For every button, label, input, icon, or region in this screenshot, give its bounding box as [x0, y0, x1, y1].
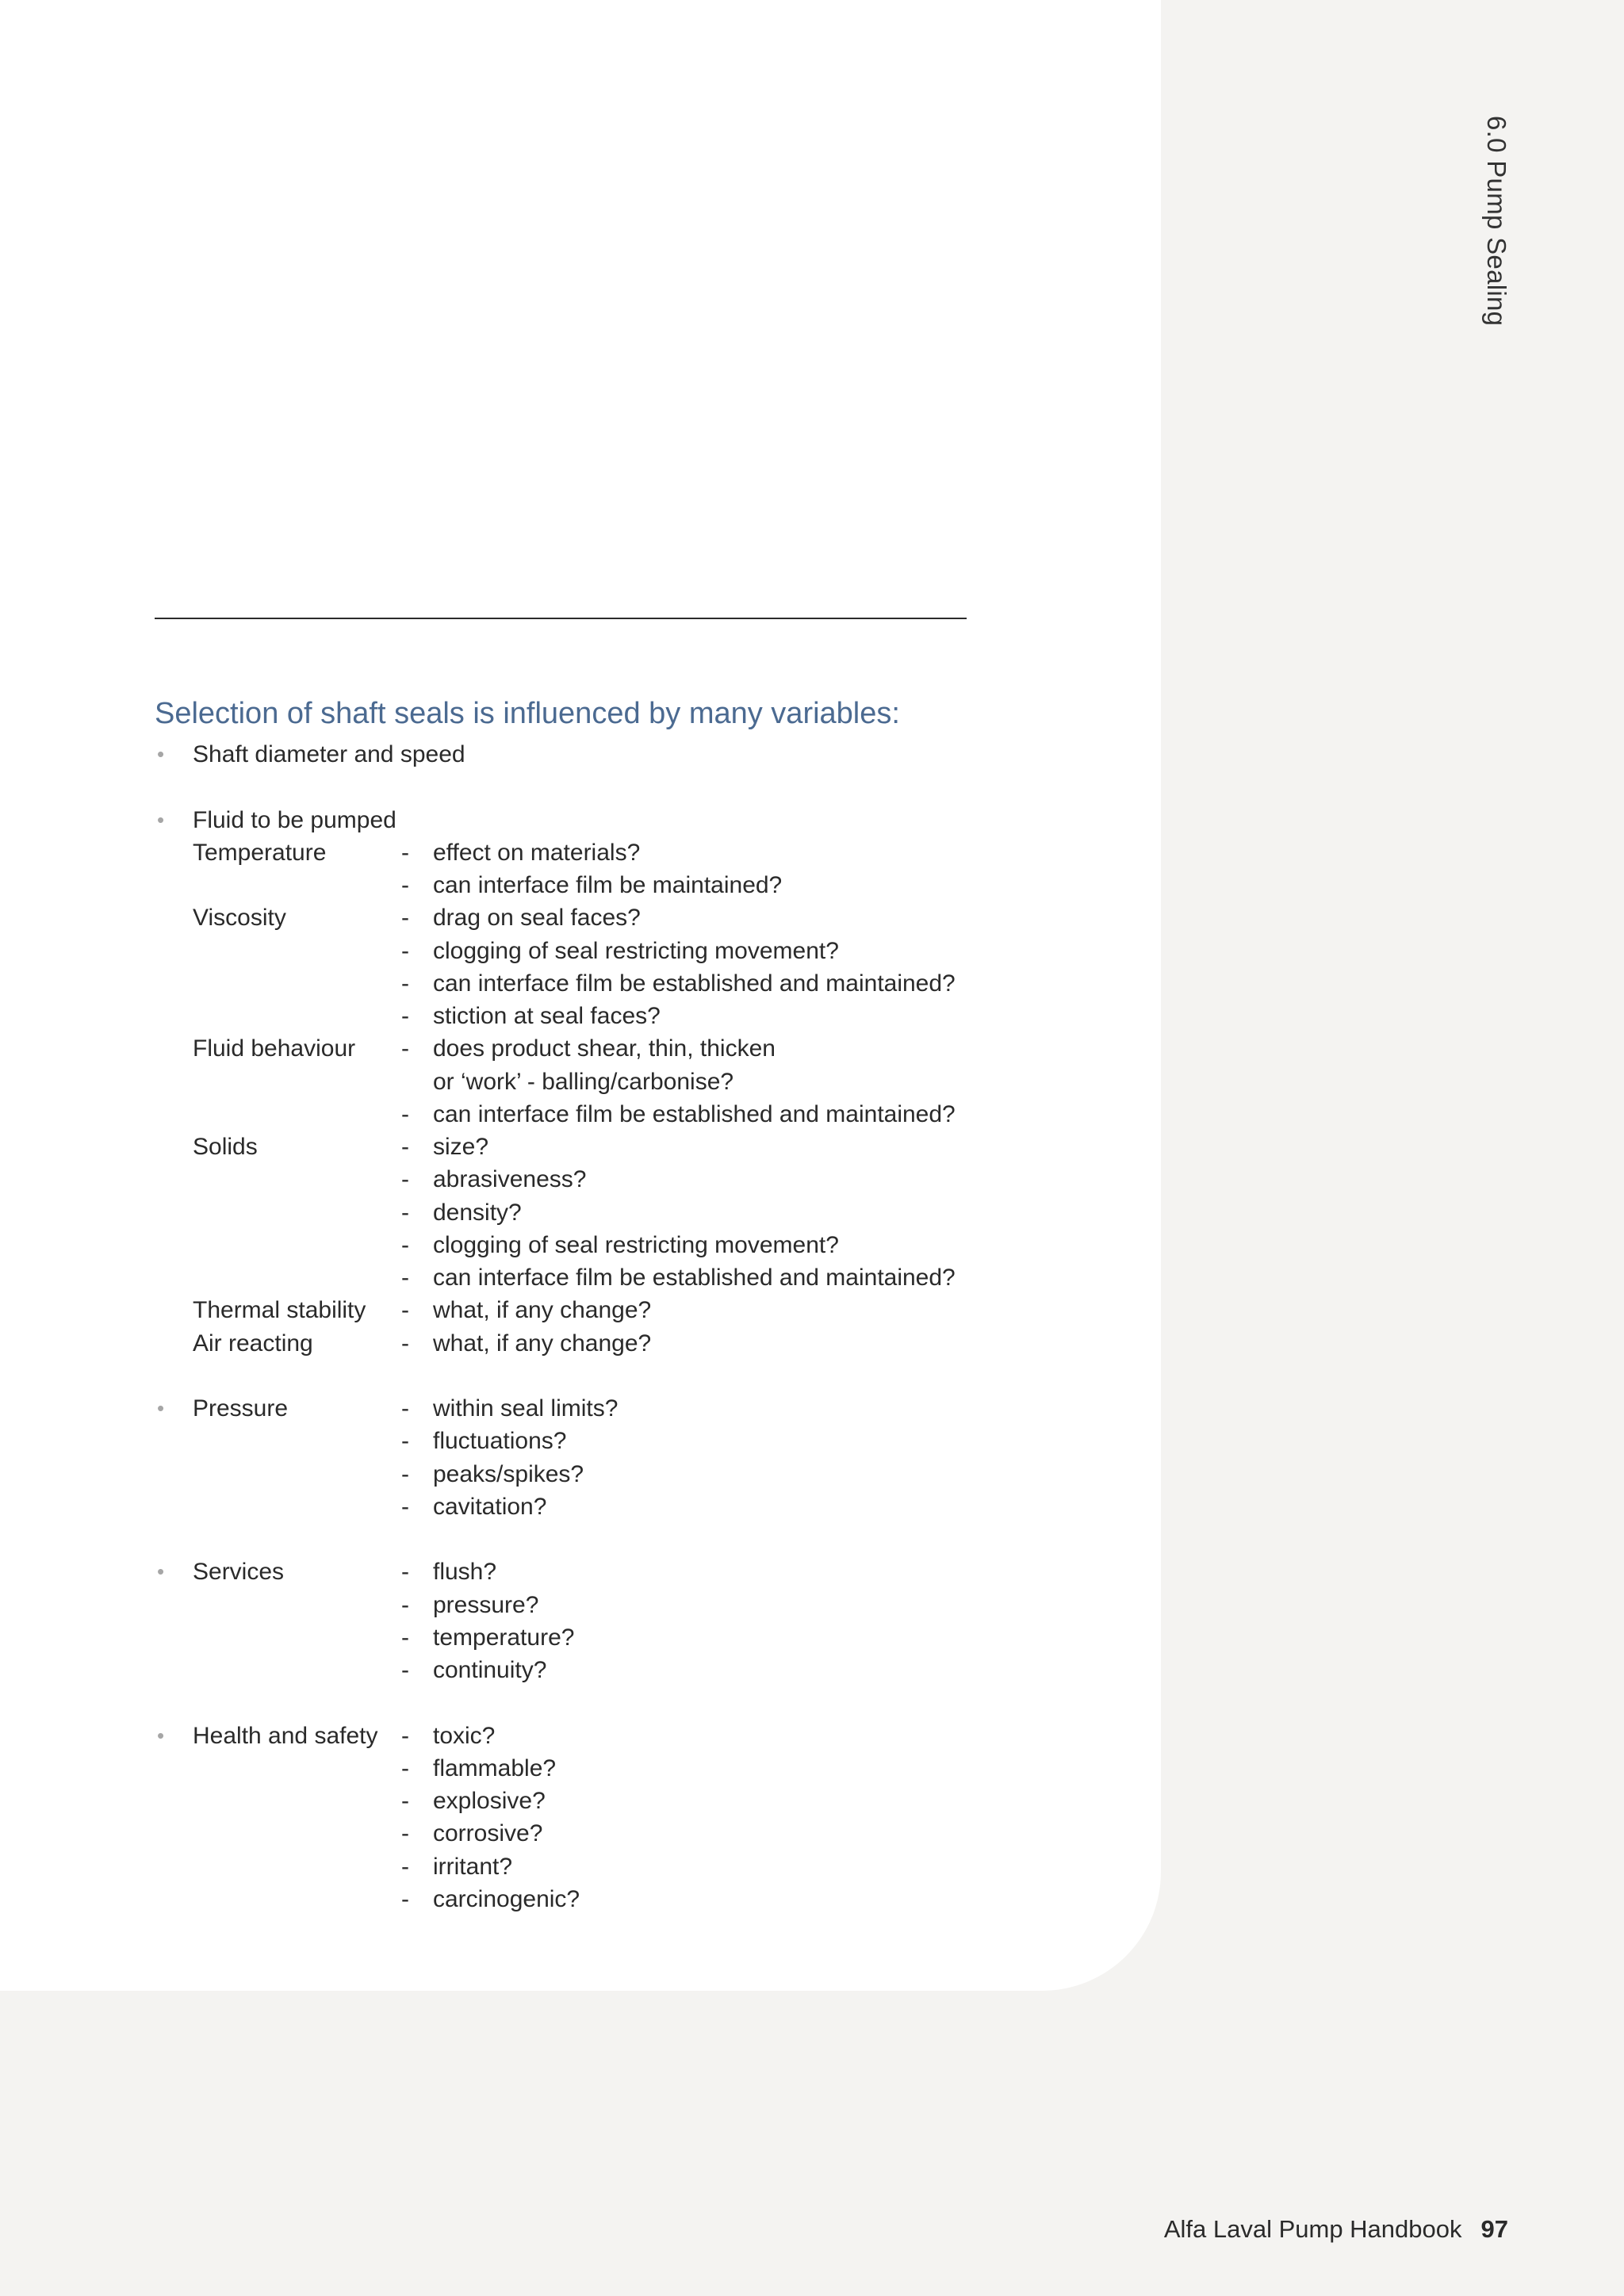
dash-separator: -: [401, 1265, 409, 1291]
page-number: 97: [1480, 2215, 1508, 2243]
list-item: [155, 1556, 1027, 1588]
consideration-text: density?: [433, 1199, 522, 1226]
dash-separator: -: [401, 1755, 409, 1781]
consideration-text: flush?: [433, 1559, 497, 1586]
variable-label: Services: [193, 1559, 285, 1586]
consideration-text: temperature?: [433, 1624, 575, 1651]
consideration-text: can interface film be established and maintained?: [433, 970, 956, 997]
consideration-text: clogging of seal restricting movement?: [433, 1231, 839, 1258]
variable-label: Pressure: [193, 1395, 289, 1422]
consideration-text: flammable?: [433, 1755, 557, 1781]
dash-separator: -: [401, 1591, 409, 1618]
variable-label: Fluid behaviour: [193, 1035, 356, 1062]
list-subitem: [155, 1098, 1027, 1131]
dash-separator: -: [401, 1035, 409, 1062]
list-subitem: [155, 1425, 1027, 1457]
variable-label: Health and safety: [193, 1722, 378, 1749]
consideration-text: cavitation?: [433, 1493, 547, 1520]
consideration-text: can interface film be maintained?: [433, 872, 783, 898]
list-subitem: [155, 935, 1027, 967]
consideration-text: does product shear, thin, thicken: [433, 1035, 776, 1062]
section-heading: Selection of shaft seals is influenced by many variables:: [155, 697, 900, 730]
variable-label: Viscosity: [193, 905, 286, 932]
consideration-text: stiction at seal faces?: [433, 1003, 661, 1029]
list-subitem: [155, 1163, 1027, 1196]
list-subitem: [155, 1261, 1027, 1294]
section-tab-label: 6.0 Pump Sealing: [1482, 116, 1511, 327]
list-subitem: [155, 869, 1027, 901]
list-subitem: [155, 1817, 1027, 1850]
dash-separator: -: [401, 1788, 409, 1814]
variables-list: [155, 738, 1027, 1915]
bullet-icon: •: [157, 1723, 165, 1747]
dash-separator: -: [401, 1657, 409, 1683]
list-subitem: [155, 1294, 1027, 1326]
consideration-text: peaks/spikes?: [433, 1460, 584, 1487]
list-item: [155, 738, 1027, 771]
list-subitem: [155, 1589, 1027, 1621]
list-item: [155, 804, 1027, 836]
group-spacer: [155, 771, 1027, 803]
bullet-icon: •: [157, 1559, 165, 1584]
dash-separator: -: [401, 1428, 409, 1455]
dash-separator: -: [401, 970, 409, 997]
consideration-text: carcinogenic?: [433, 1885, 580, 1912]
dash-separator: -: [401, 905, 409, 932]
list-subitem: [155, 1229, 1027, 1261]
dash-separator: -: [401, 1624, 409, 1651]
consideration-text: pressure?: [433, 1591, 539, 1618]
bullet-icon: •: [157, 742, 165, 766]
horizontal-rule: [155, 618, 967, 619]
list-subitem: [155, 1490, 1027, 1523]
variable-label: Air reacting: [193, 1330, 313, 1357]
consideration-text: abrasiveness?: [433, 1166, 587, 1193]
consideration-text: clogging of seal restricting movement?: [433, 937, 839, 964]
dash-separator: -: [401, 1559, 409, 1586]
list-subitem: [155, 1066, 1027, 1098]
list-subitem: [155, 1850, 1027, 1883]
dash-separator: -: [401, 1003, 409, 1029]
dash-separator: -: [401, 1853, 409, 1880]
dash-separator: -: [401, 1885, 409, 1912]
consideration-text: within seal limits?: [433, 1395, 619, 1422]
consideration-text: corrosive?: [433, 1820, 543, 1847]
dash-separator: -: [401, 1820, 409, 1847]
consideration-text: continuity?: [433, 1657, 547, 1683]
consideration-text: or ‘work’ - balling/carbonise?: [433, 1068, 734, 1095]
list-subitem: [155, 1883, 1027, 1915]
consideration-text: toxic?: [433, 1722, 496, 1749]
consideration-text: can interface film be established and maintained?: [433, 1100, 956, 1127]
variable-label: Temperature: [193, 839, 327, 866]
consideration-text: fluctuations?: [433, 1428, 567, 1455]
consideration-text: explosive?: [433, 1788, 546, 1814]
list-subitem: [155, 1458, 1027, 1490]
dash-separator: -: [401, 1493, 409, 1520]
list-subitem: [155, 967, 1027, 1000]
dash-separator: -: [401, 839, 409, 866]
list-subitem: [155, 1000, 1027, 1032]
list-subitem: [155, 1327, 1027, 1360]
consideration-text: what, if any change?: [433, 1297, 652, 1324]
dash-separator: -: [401, 937, 409, 964]
list-subitem: [155, 1654, 1027, 1686]
dash-separator: -: [401, 1231, 409, 1258]
dash-separator: -: [401, 1199, 409, 1226]
dash-separator: -: [401, 1460, 409, 1487]
dash-separator: -: [401, 1395, 409, 1422]
consideration-text: irritant?: [433, 1853, 513, 1880]
group-spacer: [155, 1686, 1027, 1719]
consideration-text: drag on seal faces?: [433, 905, 641, 932]
list-subitem: [155, 1196, 1027, 1229]
list-subitem: [155, 1752, 1027, 1785]
dash-separator: -: [401, 1100, 409, 1127]
footer-title: Alfa Laval Pump Handbook: [1163, 2215, 1462, 2243]
dash-separator: -: [401, 1297, 409, 1324]
dash-separator: -: [401, 1134, 409, 1160]
dash-separator: -: [401, 1330, 409, 1357]
bullet-icon: •: [157, 1396, 165, 1420]
variable-label: Thermal stability: [193, 1297, 366, 1324]
consideration-text: size?: [433, 1134, 489, 1160]
consideration-text: can interface film be established and maintained?: [433, 1265, 956, 1291]
list-subitem: [155, 1785, 1027, 1817]
group-spacer: [155, 1523, 1027, 1556]
dash-separator: -: [401, 872, 409, 898]
dash-separator: -: [401, 1166, 409, 1193]
list-subitem: [155, 1032, 1027, 1065]
page-footer: [1164, 2215, 1508, 2244]
list-subitem: [155, 1621, 1027, 1654]
bullet-icon: •: [157, 807, 165, 832]
consideration-text: what, if any change?: [433, 1330, 652, 1357]
dash-separator: -: [401, 1722, 409, 1749]
list-subitem: [155, 836, 1027, 869]
list-subitem: [155, 1131, 1027, 1163]
variable-label: Solids: [193, 1134, 258, 1160]
variable-label: Fluid to be pumped: [193, 806, 396, 833]
list-item: [155, 1720, 1027, 1752]
variable-label: Shaft diameter and speed: [193, 741, 465, 767]
consideration-text: effect on materials?: [433, 839, 641, 866]
list-subitem: [155, 901, 1027, 934]
list-item: [155, 1392, 1027, 1425]
group-spacer: [155, 1360, 1027, 1392]
